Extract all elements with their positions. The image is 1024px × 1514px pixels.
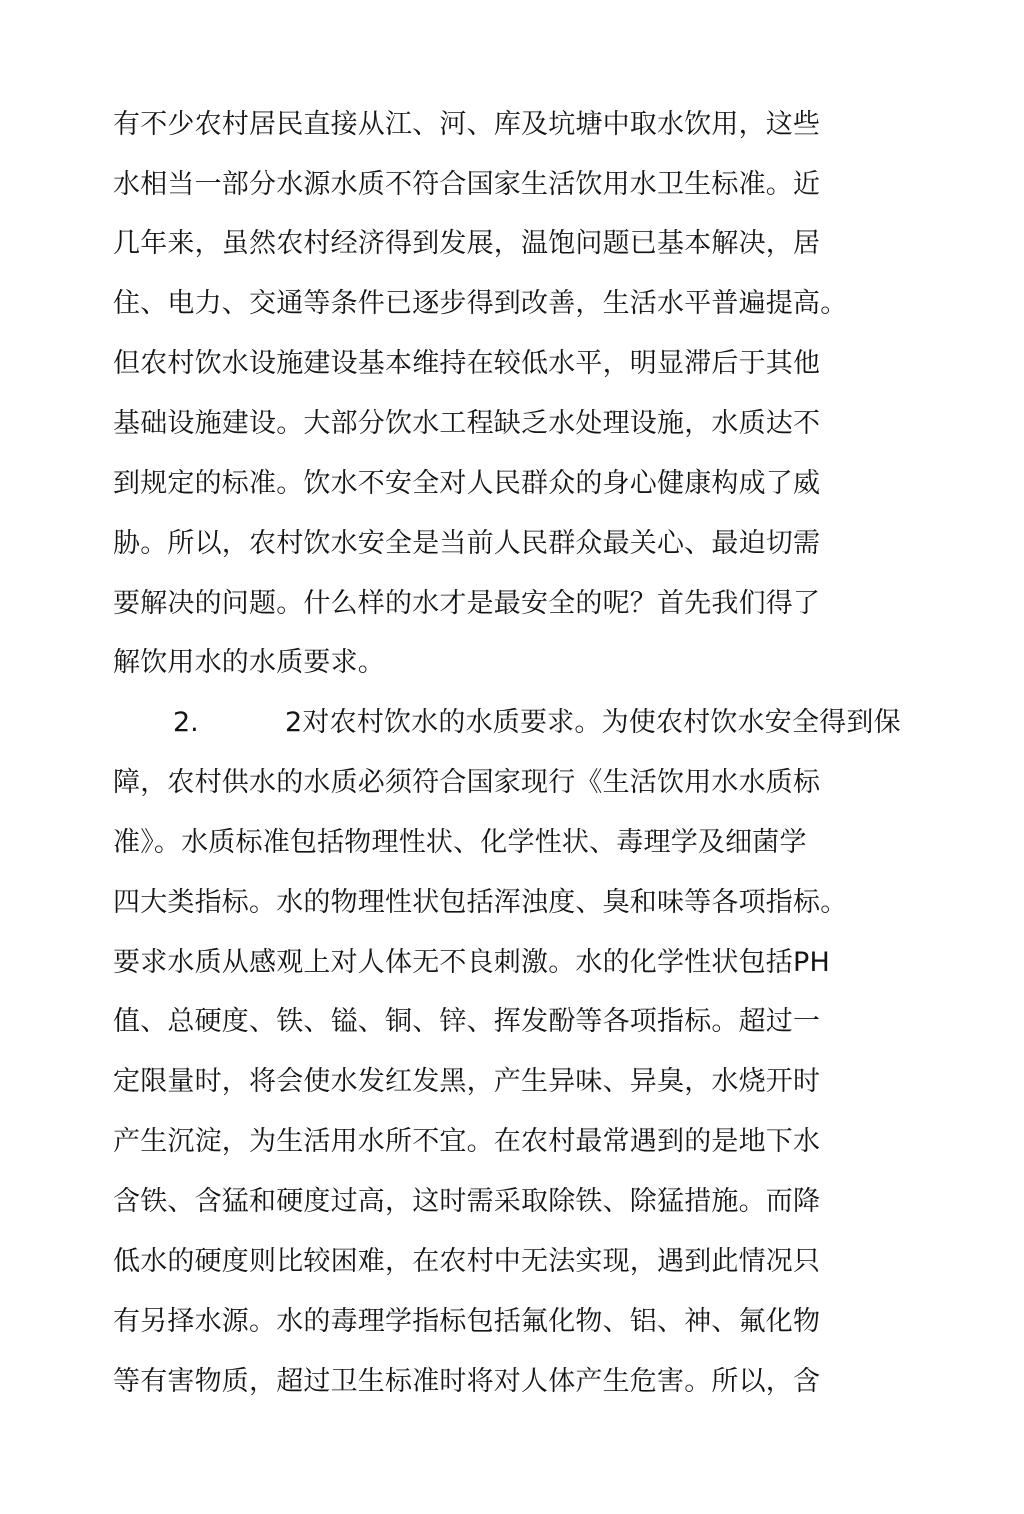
- text-line: 含铁、含猛和硬度过高，这时需采取除铁、除猛措施。而降: [113, 1186, 821, 1217]
- text-line: 产生沉淀，为生活用水所不宜。在农村最常遇到的是地下水: [113, 1126, 821, 1157]
- text-line: 胁。所以，农村饮水安全是当前人民群众最关心、最迫切需: [113, 528, 821, 559]
- text-line: 解饮用水的水质要求。: [113, 647, 385, 678]
- text-line: 值、总硬度、铁、镒、铜、锌、挥发酚等各项指标。超过一: [113, 1006, 821, 1037]
- text-line: 有另择水源。水的毒理学指标包括氟化物、铝、神、氟化物: [113, 1306, 821, 1337]
- text-line: 水相当一部分水源水质不符合国家生活饮用水卫生标准。近: [113, 169, 821, 200]
- text-line: 有不少农村居民直接从江、河、库及坑塘中取水饮用，这些: [113, 109, 821, 140]
- text-line: 低水的硬度则比较困难，在农村中无法实现，遇到此情况只: [113, 1246, 821, 1277]
- text-line: 几年来，虽然农村经济得到发展，温饱问题已基本解决，居: [113, 228, 821, 259]
- section-heading-text: 2对农村饮水的水质要求。为使农村饮水安全得到保: [285, 707, 901, 738]
- text-line: 四大类指标。水的物理性状包括浑浊度、臭和味等各项指标。: [113, 887, 848, 918]
- text-line: 基础设施建设。大部分饮水工程缺乏水处理设施，水质达不: [113, 408, 821, 439]
- text-line: 障，农村供水的水质必须符合国家现行《生活饮用水水质标: [113, 767, 821, 798]
- text-line: 定限量时，将会使水发红发黑，产生异味、异臭，水烧开时: [113, 1066, 821, 1097]
- text-line: 等有害物质，超过卫生标准时将对人体产生危害。所以，含: [113, 1366, 821, 1397]
- text-line: 但农村饮水设施建设基本维持在较低水平，明显滞后于其他: [113, 348, 821, 379]
- section-number: 2.: [173, 707, 199, 738]
- text-line: 住、电力、交通等条件已逐步得到改善，生活水平普遍提高。: [113, 288, 848, 319]
- text-line: 要解决的问题。什么样的水才是最安全的呢？首先我们得了: [113, 588, 821, 619]
- text-line: 要求水质从感观上对人体无不良刺激。水的化学性状包括PH: [113, 947, 830, 978]
- text-line: 准》。水质标准包括物理性状、化学性状、毒理学及细菌学: [113, 827, 807, 858]
- text-line: 到规定的标准。饮水不安全对人民群众的身心健康构成了威: [113, 468, 821, 499]
